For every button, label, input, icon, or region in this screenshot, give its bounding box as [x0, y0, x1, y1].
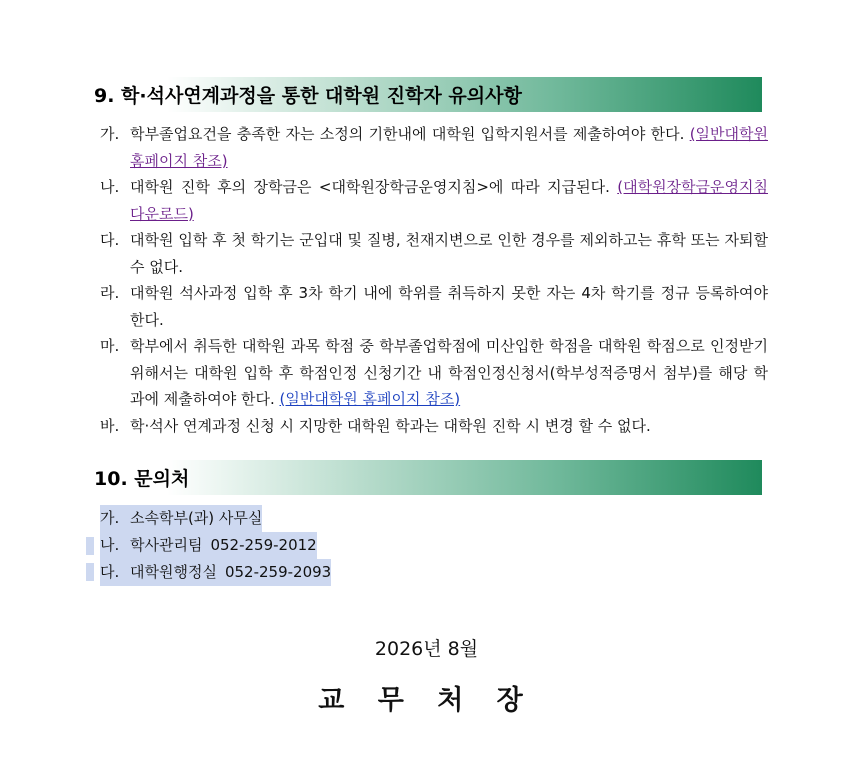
item-text: 대학원 진학 후의 장학금은 <대학원장학금운영지침>에 따라 지급된다. (대학원장학금운영지침 다운로드)	[130, 178, 768, 223]
item-marker: 바.	[100, 416, 120, 435]
item-marker: 가.	[100, 125, 120, 143]
graduate-homepage-link[interactable]: (일반대학원 홈페이지 참조)	[279, 390, 461, 408]
contact-label: 대학원행정실	[130, 559, 217, 586]
list-item	[100, 227, 768, 280]
list-item	[100, 333, 768, 413]
graduate-homepage-link[interactable]: (일반대학원 홈페이지 참조)	[130, 125, 768, 170]
list-item	[100, 280, 768, 333]
signature-title: 교 무 처 장	[318, 685, 535, 716]
section-10-title: 10. 문의처	[94, 468, 190, 490]
section-9-header	[86, 77, 762, 112]
section-9-title: 9. 학·석사연계과정을 통한 대학원 진학자 유의사항	[94, 85, 522, 107]
item-marker: 다.	[100, 559, 130, 586]
item-text: 대학원 입학 후 첫 학기는 군입대 및 질병, 천재지변으로 인한 경우를 제외하고는 휴학 또는 자퇴할 수 없다.	[130, 231, 768, 276]
item-marker: 다.	[100, 231, 120, 249]
item-marker: 마.	[100, 337, 120, 355]
item-marker: 라.	[100, 284, 120, 302]
scholarship-guideline-download-link[interactable]: (대학원장학금운영지침 다운로드)	[130, 178, 768, 223]
selection-highlight	[86, 537, 94, 555]
item-marker: 가.	[100, 505, 130, 532]
list-item	[100, 121, 768, 174]
contact-phone: 052-259-2093	[217, 559, 331, 586]
contact-item	[100, 559, 331, 586]
item-text: 대학원 석사과정 입학 후 3차 학기 내에 학위를 취득하지 못한 자는 4차 학기를 정규 등록하여야 한다.	[130, 284, 768, 329]
item-marker: 나.	[100, 178, 120, 196]
document-date: 2026년 8월	[374, 638, 479, 660]
contact-label: 소속학부(과) 사무실	[130, 505, 262, 532]
list-item	[100, 174, 768, 227]
section-10-header	[86, 460, 762, 495]
list-item	[100, 413, 768, 440]
item-text: 학부에서 취득한 대학원 과목 학점 중 학부졸업학점에 미산입한 학점을 대학원 학점으로 인정받기 위해서는 대학원 입학 후 학점인정 신청기간 내 학점인정신청서(학부성적증명서 첨부)를 해당 학과에 제출하여야 한다. (일반대학원 홈페이지 참조)	[130, 337, 768, 408]
contact-item	[100, 532, 331, 559]
item-marker: 나.	[100, 532, 130, 559]
contact-label: 학사관리팀	[130, 532, 202, 559]
section-9-list	[100, 121, 768, 439]
contact-list	[100, 505, 331, 586]
item-text: 학·석사 연계과정 신청 시 지망한 대학원 학과는 대학원 진학 시 변경 할 수 없다.	[130, 416, 651, 435]
contact-phone: 052-259-2012	[202, 532, 316, 559]
contact-item	[100, 505, 331, 532]
selection-highlight	[86, 563, 94, 581]
item-text: 학부졸업요건을 충족한 자는 소정의 기한내에 대학원 입학지원서를 제출하여야 한다. (일반대학원 홈페이지 참조)	[130, 125, 768, 170]
